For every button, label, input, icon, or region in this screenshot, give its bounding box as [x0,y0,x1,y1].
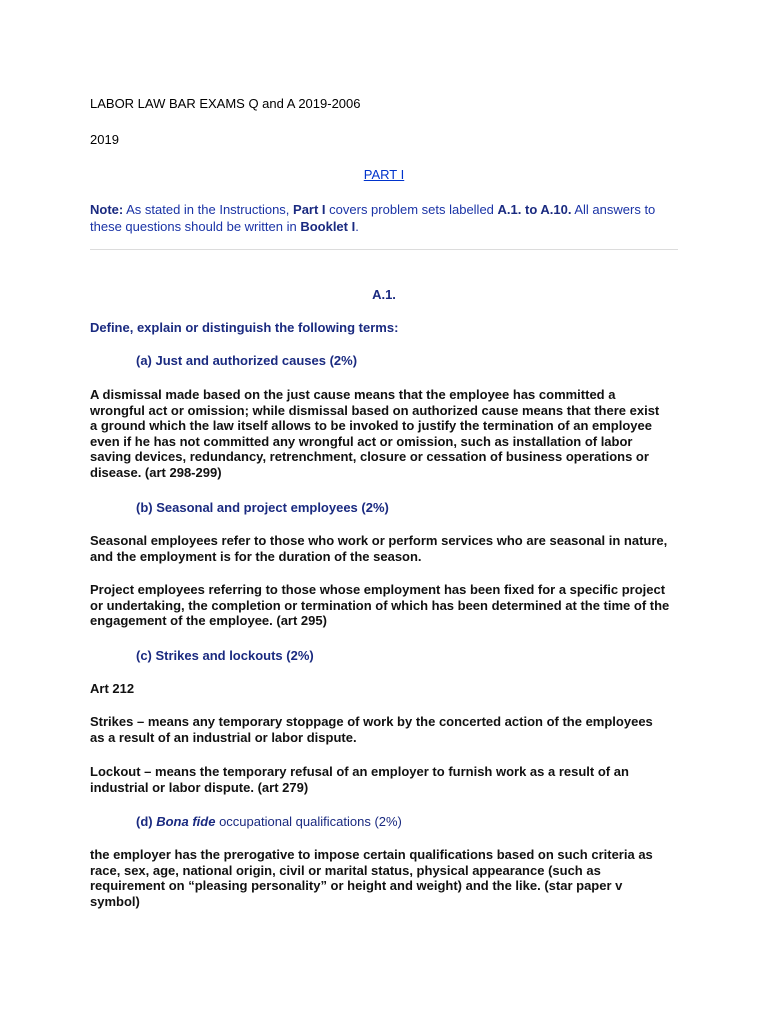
answer-line: requirement on “pleasing personality” or height and weight) and the like. (star paper v [90,878,623,893]
answer-line: Project employees referring to those whose employment has been fixed for a specific project [90,582,666,597]
question-d [136,814,402,829]
note-booklet: Booklet I [300,219,356,234]
answer-line: Strikes – means any temporary stoppage of work by the concerted action of the employees [90,714,653,729]
answer-line: or undertaking, the completion or termination of which has been determined at the time of the [90,597,670,613]
answer-c-strikes [90,714,690,745]
question-d-rest: occupational qualifications (2%) [215,814,402,829]
answer-b-seasonal [90,533,690,564]
answer-line: A dismissal made based on the just cause means that the employee has committed a [90,387,616,402]
answer-line: wrongful act or omission; while dismissal based on authorized cause means that there exist [90,402,660,418]
divider [90,249,678,250]
part-heading: PART I [363,167,405,182]
answer-line: Lockout – means the temporary refusal of an employer to furnish work as a result of an [90,764,629,779]
question-d-italic: Bona fide [156,814,216,829]
answer-c-reference [90,681,690,697]
answer-line: industrial or labor dispute. (art 279) [90,779,309,795]
year-heading: 2019 [90,132,119,147]
answer-line: a ground which the law itself allows to be invoked to justify the termination of an employee [90,418,652,433]
answer-a [90,387,690,480]
question-b: (b) Seasonal and project employees (2%) [136,500,389,515]
note-label: Note: [90,202,124,217]
note-text: . [355,219,359,234]
note-range: A.1. to A.10. [497,202,572,217]
answer-c-lockout [90,764,690,795]
instructions-note [90,201,690,235]
question-d-prefix: (d) [136,814,157,829]
note-text: All answers to [571,202,656,217]
document-title: LABOR LAW BAR EXAMS Q and A 2019-2006 [90,96,361,111]
note-text: covers problem sets labelled [325,202,498,217]
note-part: Part I [293,202,326,217]
answer-line: race, sex, age, national origin, civil or marital status, physical appearance (such as [90,862,601,878]
answer-line: symbol) [90,893,140,909]
answer-line: disease. (art 298-299) [90,464,222,480]
instruction-text: Define, explain or distinguish the following terms: [90,320,399,335]
answer-line: even if he has not committed any wrongful act or omission, such as installation of labor [90,433,633,449]
note-text: these questions should be written in [90,219,301,234]
answer-b-project [90,582,690,629]
answer-d [90,847,690,909]
answer-line: engagement of the employee. (art 295) [90,613,327,628]
answer-line: Art 212 [90,681,135,696]
section-heading: A.1. [372,287,396,302]
question-a: (a) Just and authorized causes (2%) [136,353,358,368]
answer-line: saving devices, redundancy, retrenchment, closure or cessation of business operations or [90,449,649,464]
answer-line: and the employment is for the duration of the season. [90,548,422,564]
answer-line: Seasonal employees refer to those who work or perform services who are seasonal in nature, [90,533,668,548]
question-c: (c) Strikes and lockouts (2%) [136,648,314,663]
note-text: As stated in the Instructions, [123,202,294,217]
answer-line: as a result of an industrial or labor dispute. [90,729,357,745]
answer-line: the employer has the prerogative to impose certain qualifications based on such criteria as [90,847,653,862]
